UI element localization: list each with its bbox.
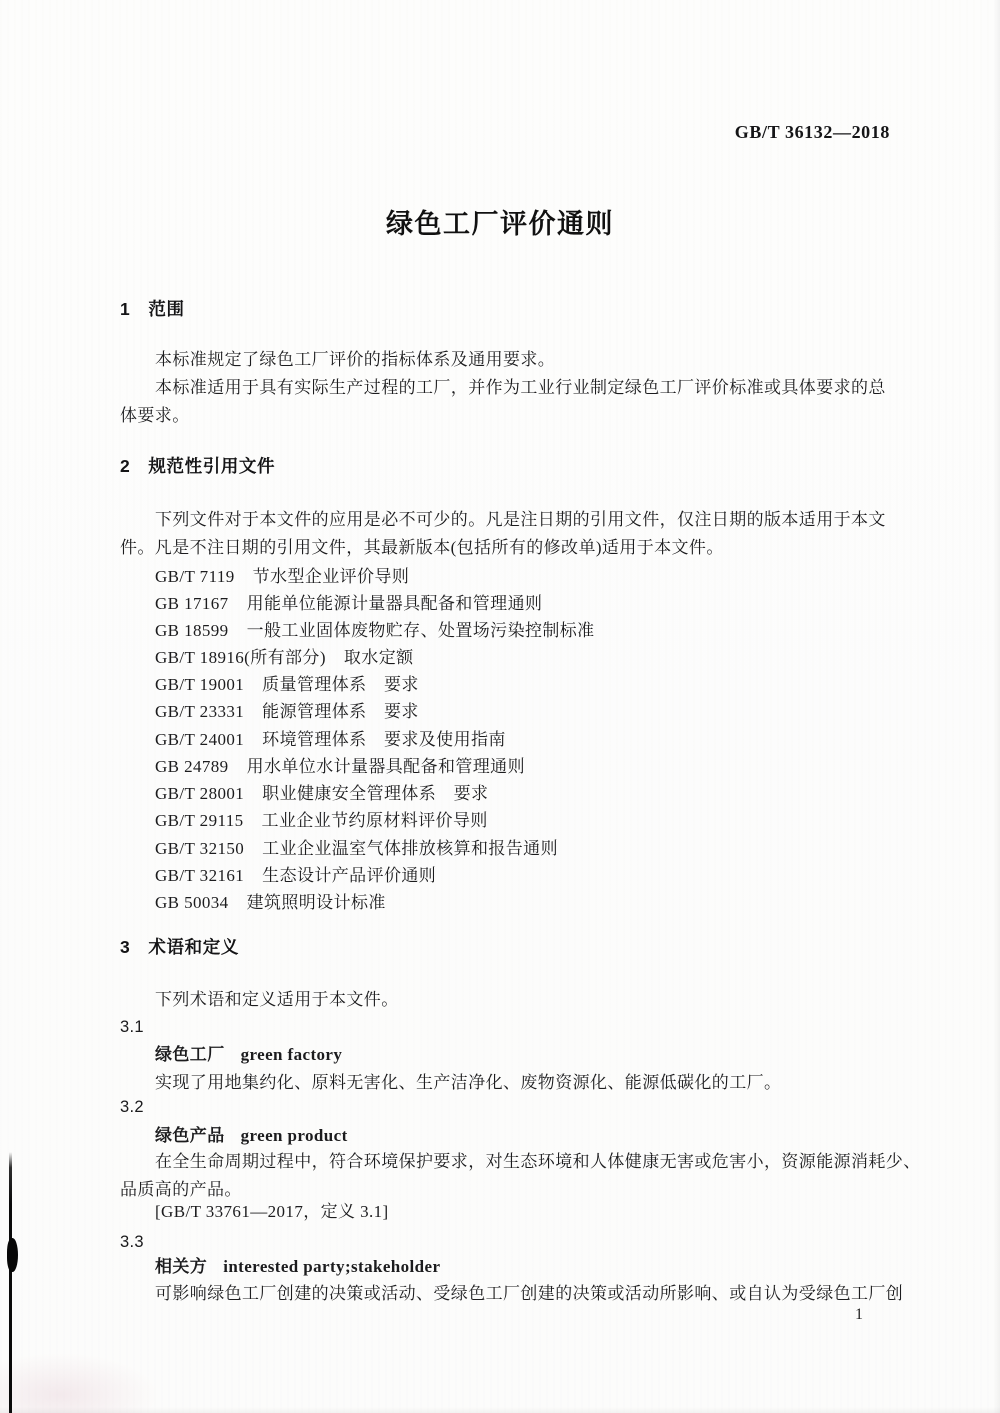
reference-code: GB 24789 bbox=[155, 757, 229, 776]
section-3-intro: 下列术语和定义适用于本文件。 bbox=[155, 990, 399, 1009]
reference-title: 建筑照明设计标准 bbox=[246, 893, 386, 912]
term-chinese: 绿色产品 bbox=[155, 1126, 225, 1145]
reference-item bbox=[155, 756, 525, 777]
reference-code: GB/T 28001 bbox=[155, 784, 245, 803]
term-entry bbox=[155, 1044, 342, 1065]
page-edge-shadow bbox=[994, 0, 1000, 1413]
reference-code: GB/T 18916(所有部分) bbox=[155, 648, 326, 667]
section-1-paragraph: 本标准适用于具有实际生产过程的工厂，并作为工业行业制定绿色工厂评价标准或具体要求的总 bbox=[155, 378, 886, 397]
clause-number: 3.3 bbox=[120, 1233, 144, 1251]
clause-number: 3.1 bbox=[120, 1018, 144, 1036]
reference-item bbox=[155, 593, 542, 614]
section-3-heading: 3 术语和定义 bbox=[120, 937, 239, 957]
reference-item bbox=[155, 865, 436, 886]
scan-binding-mark bbox=[7, 1238, 18, 1272]
reference-code: GB 17167 bbox=[155, 594, 229, 613]
reference-code: GB/T 23331 bbox=[155, 702, 245, 721]
section-2-intro: 下列文件对于本文件的应用是必不可少的。凡是注日期的引用文件，仅注日期的版本适用于本文 bbox=[155, 510, 886, 529]
term-english: interested party;stakeholder bbox=[223, 1257, 441, 1276]
term-english: green factory bbox=[240, 1045, 343, 1064]
term-chinese: 相关方 bbox=[155, 1257, 208, 1276]
section-2-intro: 件。凡是不注日期的引用文件，其最新版本(包括所有的修改单)适用于本文件。 bbox=[120, 538, 724, 557]
page-title: 绿色工厂评价通则 bbox=[386, 209, 614, 239]
reference-title: 用能单位能源计量器具配备和管理通则 bbox=[246, 594, 543, 613]
reference-item bbox=[155, 620, 595, 641]
reference-item bbox=[155, 566, 409, 587]
section-1-paragraph: 体要求。 bbox=[120, 406, 190, 425]
reference-item bbox=[155, 892, 386, 913]
reference-code: GB 18599 bbox=[155, 621, 229, 640]
reference-title: 节水型企业评价导则 bbox=[252, 567, 410, 586]
term-definition: 品质高的产品。 bbox=[120, 1180, 242, 1199]
section-1-heading: 1 范围 bbox=[120, 299, 185, 319]
term-english: green product bbox=[240, 1126, 348, 1145]
reference-title: 生态设计产品评价通则 bbox=[262, 866, 437, 885]
reference-title: 质量管理体系 要求 bbox=[262, 675, 419, 694]
reference-code: GB/T 32161 bbox=[155, 866, 245, 885]
reference-code: GB/T 32150 bbox=[155, 839, 245, 858]
reference-item bbox=[155, 701, 419, 722]
term-entry bbox=[155, 1125, 348, 1146]
reference-item bbox=[155, 783, 488, 804]
reference-title: 能源管理体系 要求 bbox=[262, 702, 419, 721]
standard-code: GB/T 36132—2018 bbox=[734, 122, 890, 142]
reference-code: GB 50034 bbox=[155, 893, 229, 912]
reference-item bbox=[155, 810, 488, 831]
term-definition: 实现了用地集约化、原料无害化、生产洁净化、废物资源化、能源低碳化的工厂。 bbox=[155, 1073, 782, 1092]
page-number: 1 bbox=[855, 1306, 864, 1323]
reference-item bbox=[155, 729, 506, 750]
term-entry bbox=[155, 1256, 440, 1277]
reference-item bbox=[155, 838, 558, 859]
reference-title: 一般工业固体废物贮存、处置场污染控制标准 bbox=[246, 621, 595, 640]
scan-binding-line bbox=[9, 1152, 12, 1413]
reference-title: 工业企业节约原材料评价导则 bbox=[261, 811, 488, 830]
term-source-citation: [GB/T 33761—2017，定义 3.1] bbox=[155, 1202, 389, 1221]
reference-title: 工业企业温室气体排放核算和报告通则 bbox=[262, 839, 558, 858]
section-2-heading: 2 规范性引用文件 bbox=[120, 456, 276, 476]
reference-item bbox=[155, 674, 419, 695]
reference-item bbox=[155, 647, 414, 668]
page-edge-shadow bbox=[0, 1407, 1000, 1413]
term-chinese: 绿色工厂 bbox=[155, 1045, 225, 1064]
reference-code: GB/T 19001 bbox=[155, 675, 245, 694]
reference-code: GB/T 29115 bbox=[155, 811, 244, 830]
term-definition: 可影响绿色工厂创建的决策或活动、受绿色工厂创建的决策或活动所影响、或自认为受绿色工厂创 bbox=[155, 1284, 904, 1303]
term-definition: 在全生命周期过程中，符合环境保护要求，对生态环境和人体健康无害或危害小，资源能源消耗少、 bbox=[155, 1152, 921, 1171]
section-1-paragraph: 本标准规定了绿色工厂评价的指标体系及通用要求。 bbox=[155, 350, 556, 369]
reference-title: 用水单位水计量器具配备和管理通则 bbox=[246, 757, 525, 776]
clause-number: 3.2 bbox=[120, 1098, 144, 1116]
reference-title: 环境管理体系 要求及使用指南 bbox=[262, 730, 506, 749]
reference-title: 取水定额 bbox=[343, 648, 414, 667]
reference-code: GB/T 24001 bbox=[155, 730, 245, 749]
reference-title: 职业健康安全管理体系 要求 bbox=[262, 784, 489, 803]
reference-code: GB/T 7119 bbox=[155, 567, 235, 586]
